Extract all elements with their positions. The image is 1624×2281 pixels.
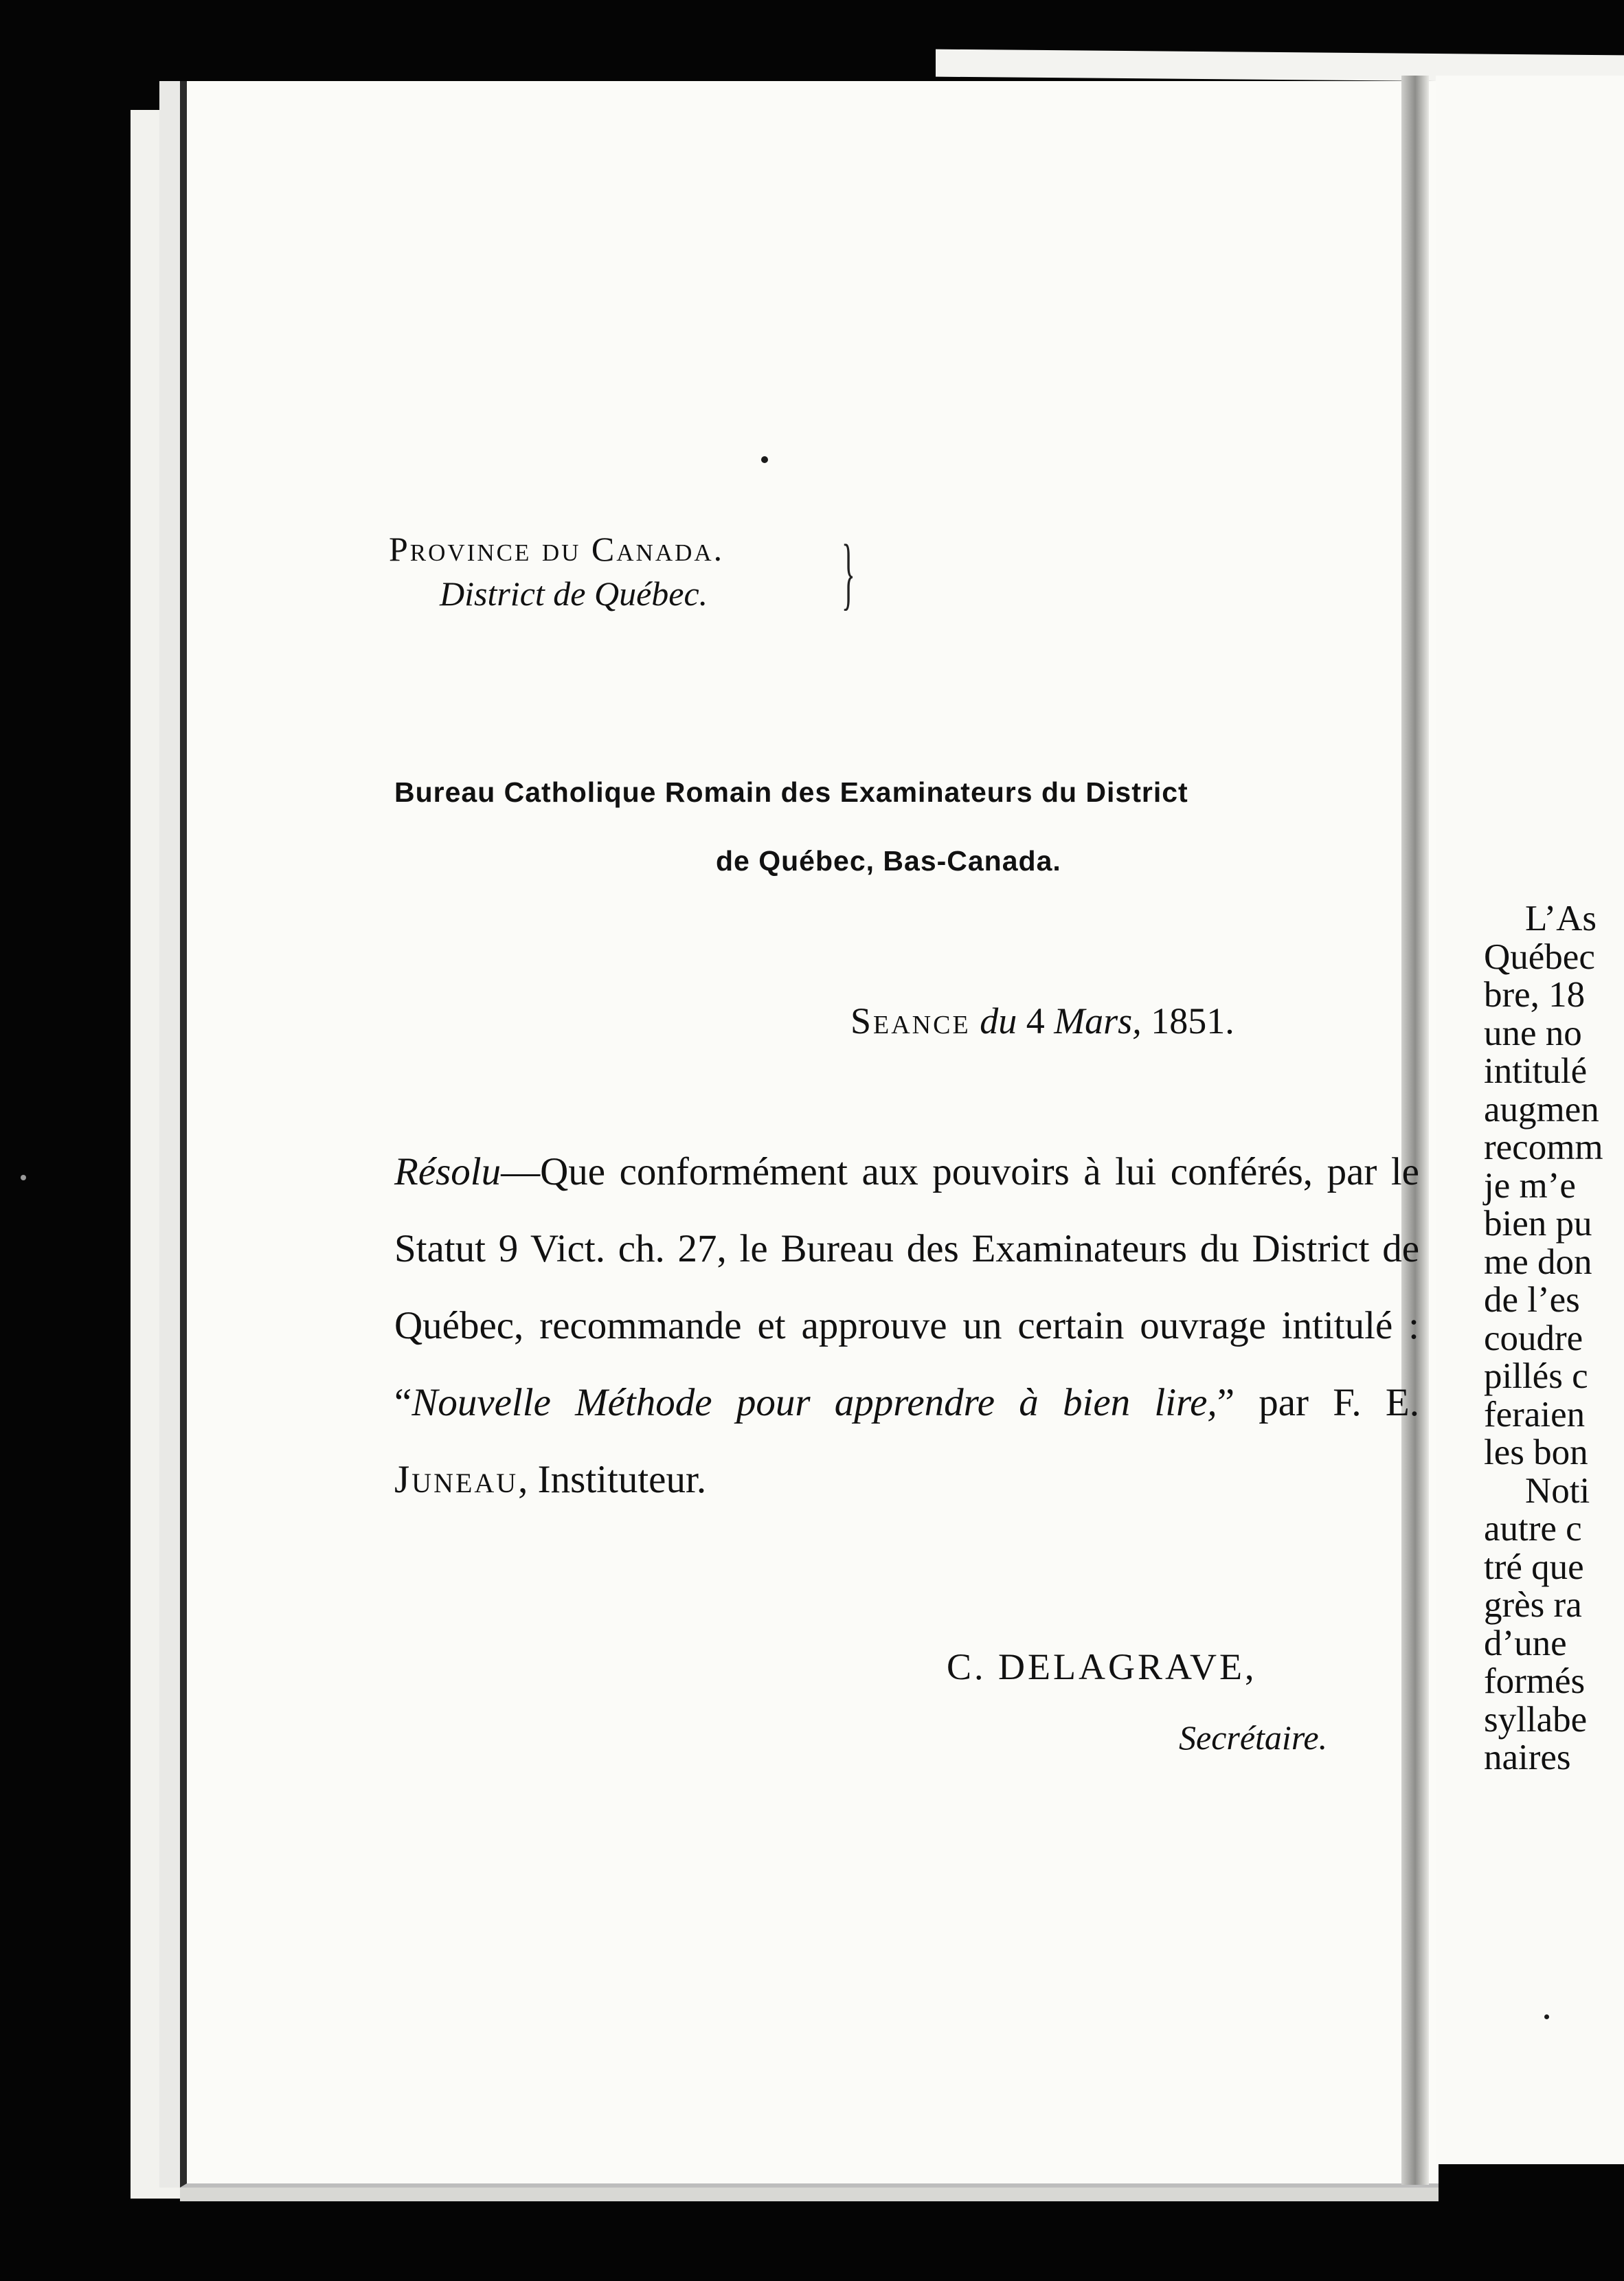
- book-gutter: [1401, 76, 1429, 2185]
- ink-speck: [1544, 2014, 1549, 2019]
- facing-page-line: intitulé: [1484, 1051, 1588, 1091]
- resolution-text-a: —Que conformément aux pouvoirs à lui conférés, par le Statut 9 Vict. ch. 27, le Bureau des Examinateurs du District de Québec, recommande et approuve un certain ouvrage intitulé : “: [394, 1150, 1419, 1424]
- bureau-title-line-1: Bureau Catholique Romain des Examinateurs du District: [394, 776, 1188, 808]
- facing-page-line: formés: [1484, 1661, 1586, 1701]
- page-edge-left: [131, 110, 182, 2199]
- facing-page-line: de l’es: [1484, 1280, 1580, 1320]
- seance-date: [850, 1000, 1234, 1042]
- province-heading: Province du Canada.: [389, 530, 725, 568]
- facing-page-line: bre, 18: [1484, 975, 1586, 1015]
- facing-page-line: tré que: [1484, 1547, 1584, 1587]
- facing-page-line: les bon: [1484, 1432, 1588, 1472]
- facing-page-text: [1484, 900, 1603, 1777]
- resolution-text-c: , Instituteur.: [518, 1458, 707, 1501]
- facing-page-line: je m’e: [1484, 1165, 1576, 1206]
- resolu-word: Résolu: [394, 1150, 501, 1193]
- resolution-paragraph: [394, 1134, 1419, 1518]
- facing-page-line: augmen: [1484, 1089, 1599, 1130]
- facing-page-line: autre c: [1484, 1509, 1582, 1549]
- facing-page-line: Noti: [1525, 1470, 1590, 1511]
- bureau-title-line-2: de Québec, Bas-Canada.: [716, 845, 1061, 877]
- facing-page-line: grès ra: [1484, 1585, 1582, 1625]
- signature-title: Secrétaire.: [1179, 1718, 1328, 1757]
- facing-page-line: Québec: [1484, 936, 1595, 977]
- brace-icon: }: [842, 528, 855, 618]
- facing-page-line: recomm: [1484, 1127, 1603, 1167]
- facing-page-line: syllabe: [1484, 1699, 1588, 1740]
- author-name: Juneau: [394, 1458, 519, 1501]
- book-title: Nouvelle Méthode pour apprendre à bien lire,: [411, 1381, 1217, 1424]
- facing-page-line: pillés c: [1484, 1356, 1588, 1396]
- seance-year: 1851.: [1151, 1000, 1234, 1042]
- facing-page-line: naires: [1484, 1738, 1571, 1777]
- seance-du: du: [980, 1000, 1017, 1042]
- facing-page-line: coudre: [1484, 1318, 1583, 1358]
- facing-page-line: d’une: [1484, 1623, 1567, 1663]
- facing-page-line: feraien: [1484, 1394, 1586, 1435]
- ink-speck: [761, 456, 768, 463]
- seance-label: Seance: [850, 1000, 971, 1042]
- facing-page-line: bien pu: [1484, 1204, 1592, 1244]
- seance-month: Mars,: [1054, 1000, 1142, 1042]
- resolution-text-b: ” par F. E.: [1217, 1381, 1419, 1424]
- seance-day: 4: [1026, 1000, 1045, 1042]
- signature-name: C. DELAGRAVE,: [947, 1646, 1257, 1687]
- district-heading: District de Québec.: [440, 574, 708, 613]
- facing-page-line: une no: [1484, 1013, 1582, 1053]
- facing-page-line: me don: [1484, 1241, 1592, 1282]
- facing-page-line: L’As: [1525, 899, 1597, 939]
- ink-speck: [21, 1175, 26, 1180]
